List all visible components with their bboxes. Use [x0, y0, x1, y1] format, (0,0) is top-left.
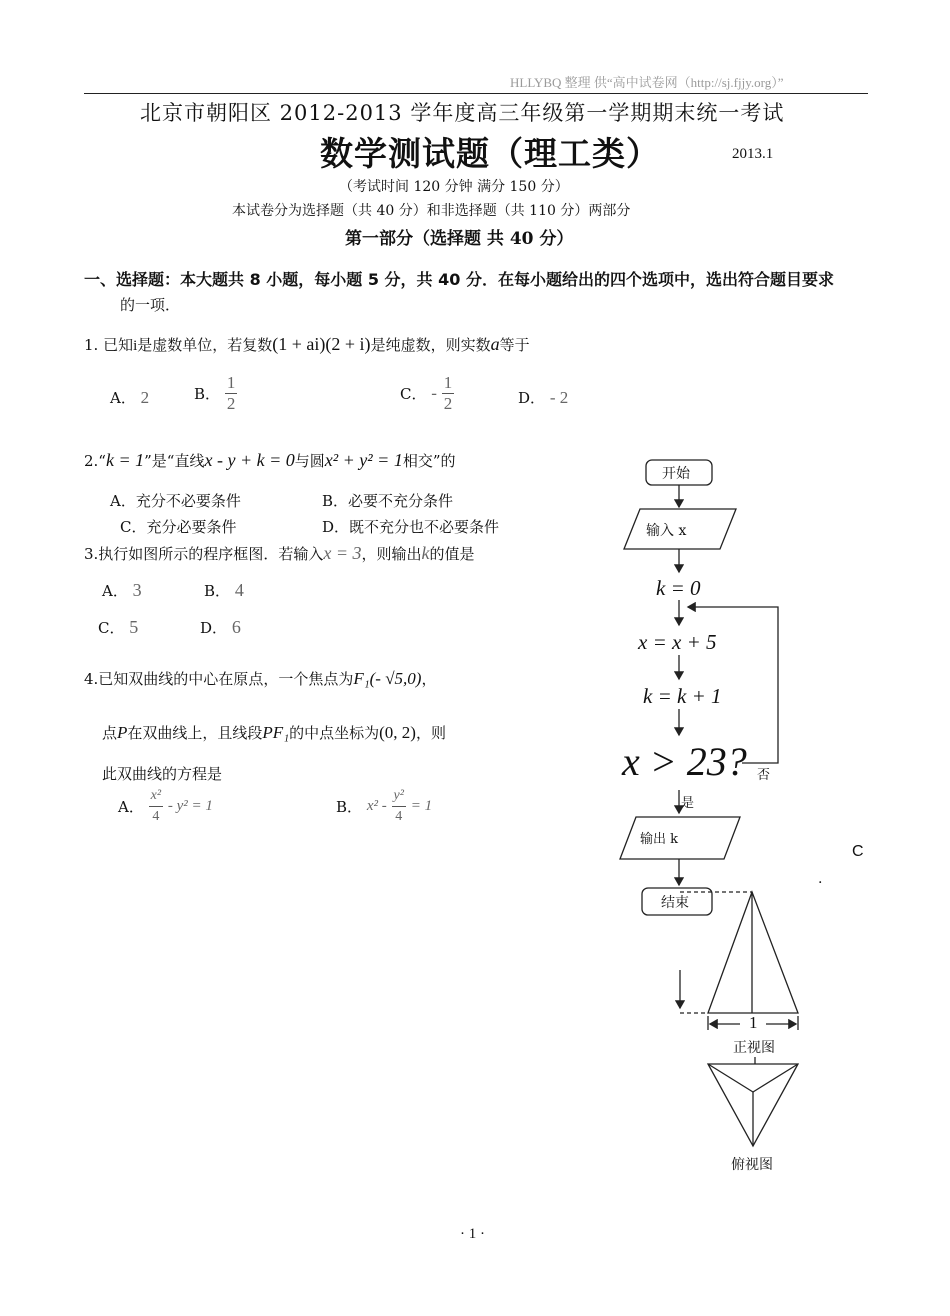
flow-step-x: x = x + 5 [638, 630, 717, 654]
flow-output-label: 输出 k [640, 832, 679, 847]
flow-start-label: 开始 [662, 466, 690, 482]
q1-option-c: C． - $\frac{1}{2}$ [400, 373, 453, 413]
q4-option-b: B． x² - $\frac{\text{y²}}{4}$ = 1 [336, 788, 433, 824]
part-title: 第一部分（选择题 共 40 分） [345, 229, 574, 249]
section-instructions-line2: 的一项． [120, 296, 181, 314]
q1-complex-expr: (1 + ai)(2 + i) [272, 334, 371, 354]
question-2-stem: 2.“k = 1”是“直线x - y + k = 0与圆x² + y² = 1相交”的 [84, 450, 456, 470]
flow-input-label: 输入 x [646, 523, 687, 539]
front-view-caption: 正视图 [733, 1040, 775, 1056]
watermark: HLLYBQ 整理 供“高中试卷网（http://sj.fjjy.org）” [510, 75, 784, 90]
question-4-line2: 点P在双曲线上，且线段PF₁的中点坐标为(0, 2)，则 [102, 723, 446, 742]
flow-init: k = 0 [656, 576, 701, 600]
front-view-triangle [708, 892, 798, 1013]
q2-option-b: B．必要不充分条件 [322, 492, 454, 510]
page-number: · 1 · [460, 1226, 485, 1242]
q2-option-a: A．充分不必要条件 [110, 492, 241, 510]
q3-option-c: C． 5 [98, 617, 139, 637]
flow-yes-label: 是 [681, 796, 695, 811]
flow-no-label: 否 [757, 768, 771, 783]
exam-main-title: 数学测试题（理工类） [320, 134, 660, 173]
flow-step-k: k = k + 1 [643, 684, 722, 708]
q1-option-a: A． 2 [110, 388, 150, 407]
stray-dot: . [818, 871, 823, 887]
q3-option-b: B． 4 [204, 580, 244, 600]
q4-option-a: A． $\frac{\text{x²}}{4}$ - y² = 1 [118, 788, 213, 824]
q2-option-d: D．既不充分也不必要条件 [322, 518, 500, 536]
stray-option-c: C [852, 843, 864, 860]
section-instructions-line1: 一、选择题：本大题共 8 小题，每小题 5 分，共 40 分．在每小题给出的四个选项中，选出符合题目要求 [84, 270, 834, 289]
question-3-stem: 3.执行如图所示的程序框图．若输入x = 3，则输出k的值是 [84, 543, 475, 563]
question-4-line3: 此双曲线的方程是 [102, 765, 223, 783]
q1-option-d: D． - 2 [518, 388, 569, 407]
front-view-width: 1 [749, 1013, 758, 1032]
exam-info: （考试时间 120 分钟 满分 150 分） [339, 179, 569, 195]
q3-option-a: A． 3 [102, 580, 142, 600]
q1-option-b: B． $\frac{1}{2}$ [194, 373, 236, 413]
exam-date: 2013.1 [732, 146, 774, 162]
question-1-stem: 1. 已知i是虚数单位，若复数(1 + ai)(2 + i)是纯虚数，则实数a等于 [84, 334, 530, 354]
flow-condition: x > 23? [622, 739, 747, 784]
flow-output-box [620, 817, 740, 859]
flow-end-label: 结束 [661, 895, 689, 911]
exam-title-line: 北京市朝阳区 2012-2013 学年度高三年级第一学期期末统一考试 [140, 101, 785, 125]
question-4-line1: 4.已知双曲线的中心在原点，一个焦点为F₁(- √5,0)， [84, 669, 437, 688]
q2-option-c: C．充分必要条件 [120, 518, 237, 536]
exam-structure: 本试卷分为选择题（共 40 分）和非选择题（共 110 分）两部分 [232, 203, 631, 219]
q3-option-d: D． 6 [200, 617, 241, 637]
top-view-caption: 俯视图 [731, 1157, 773, 1173]
